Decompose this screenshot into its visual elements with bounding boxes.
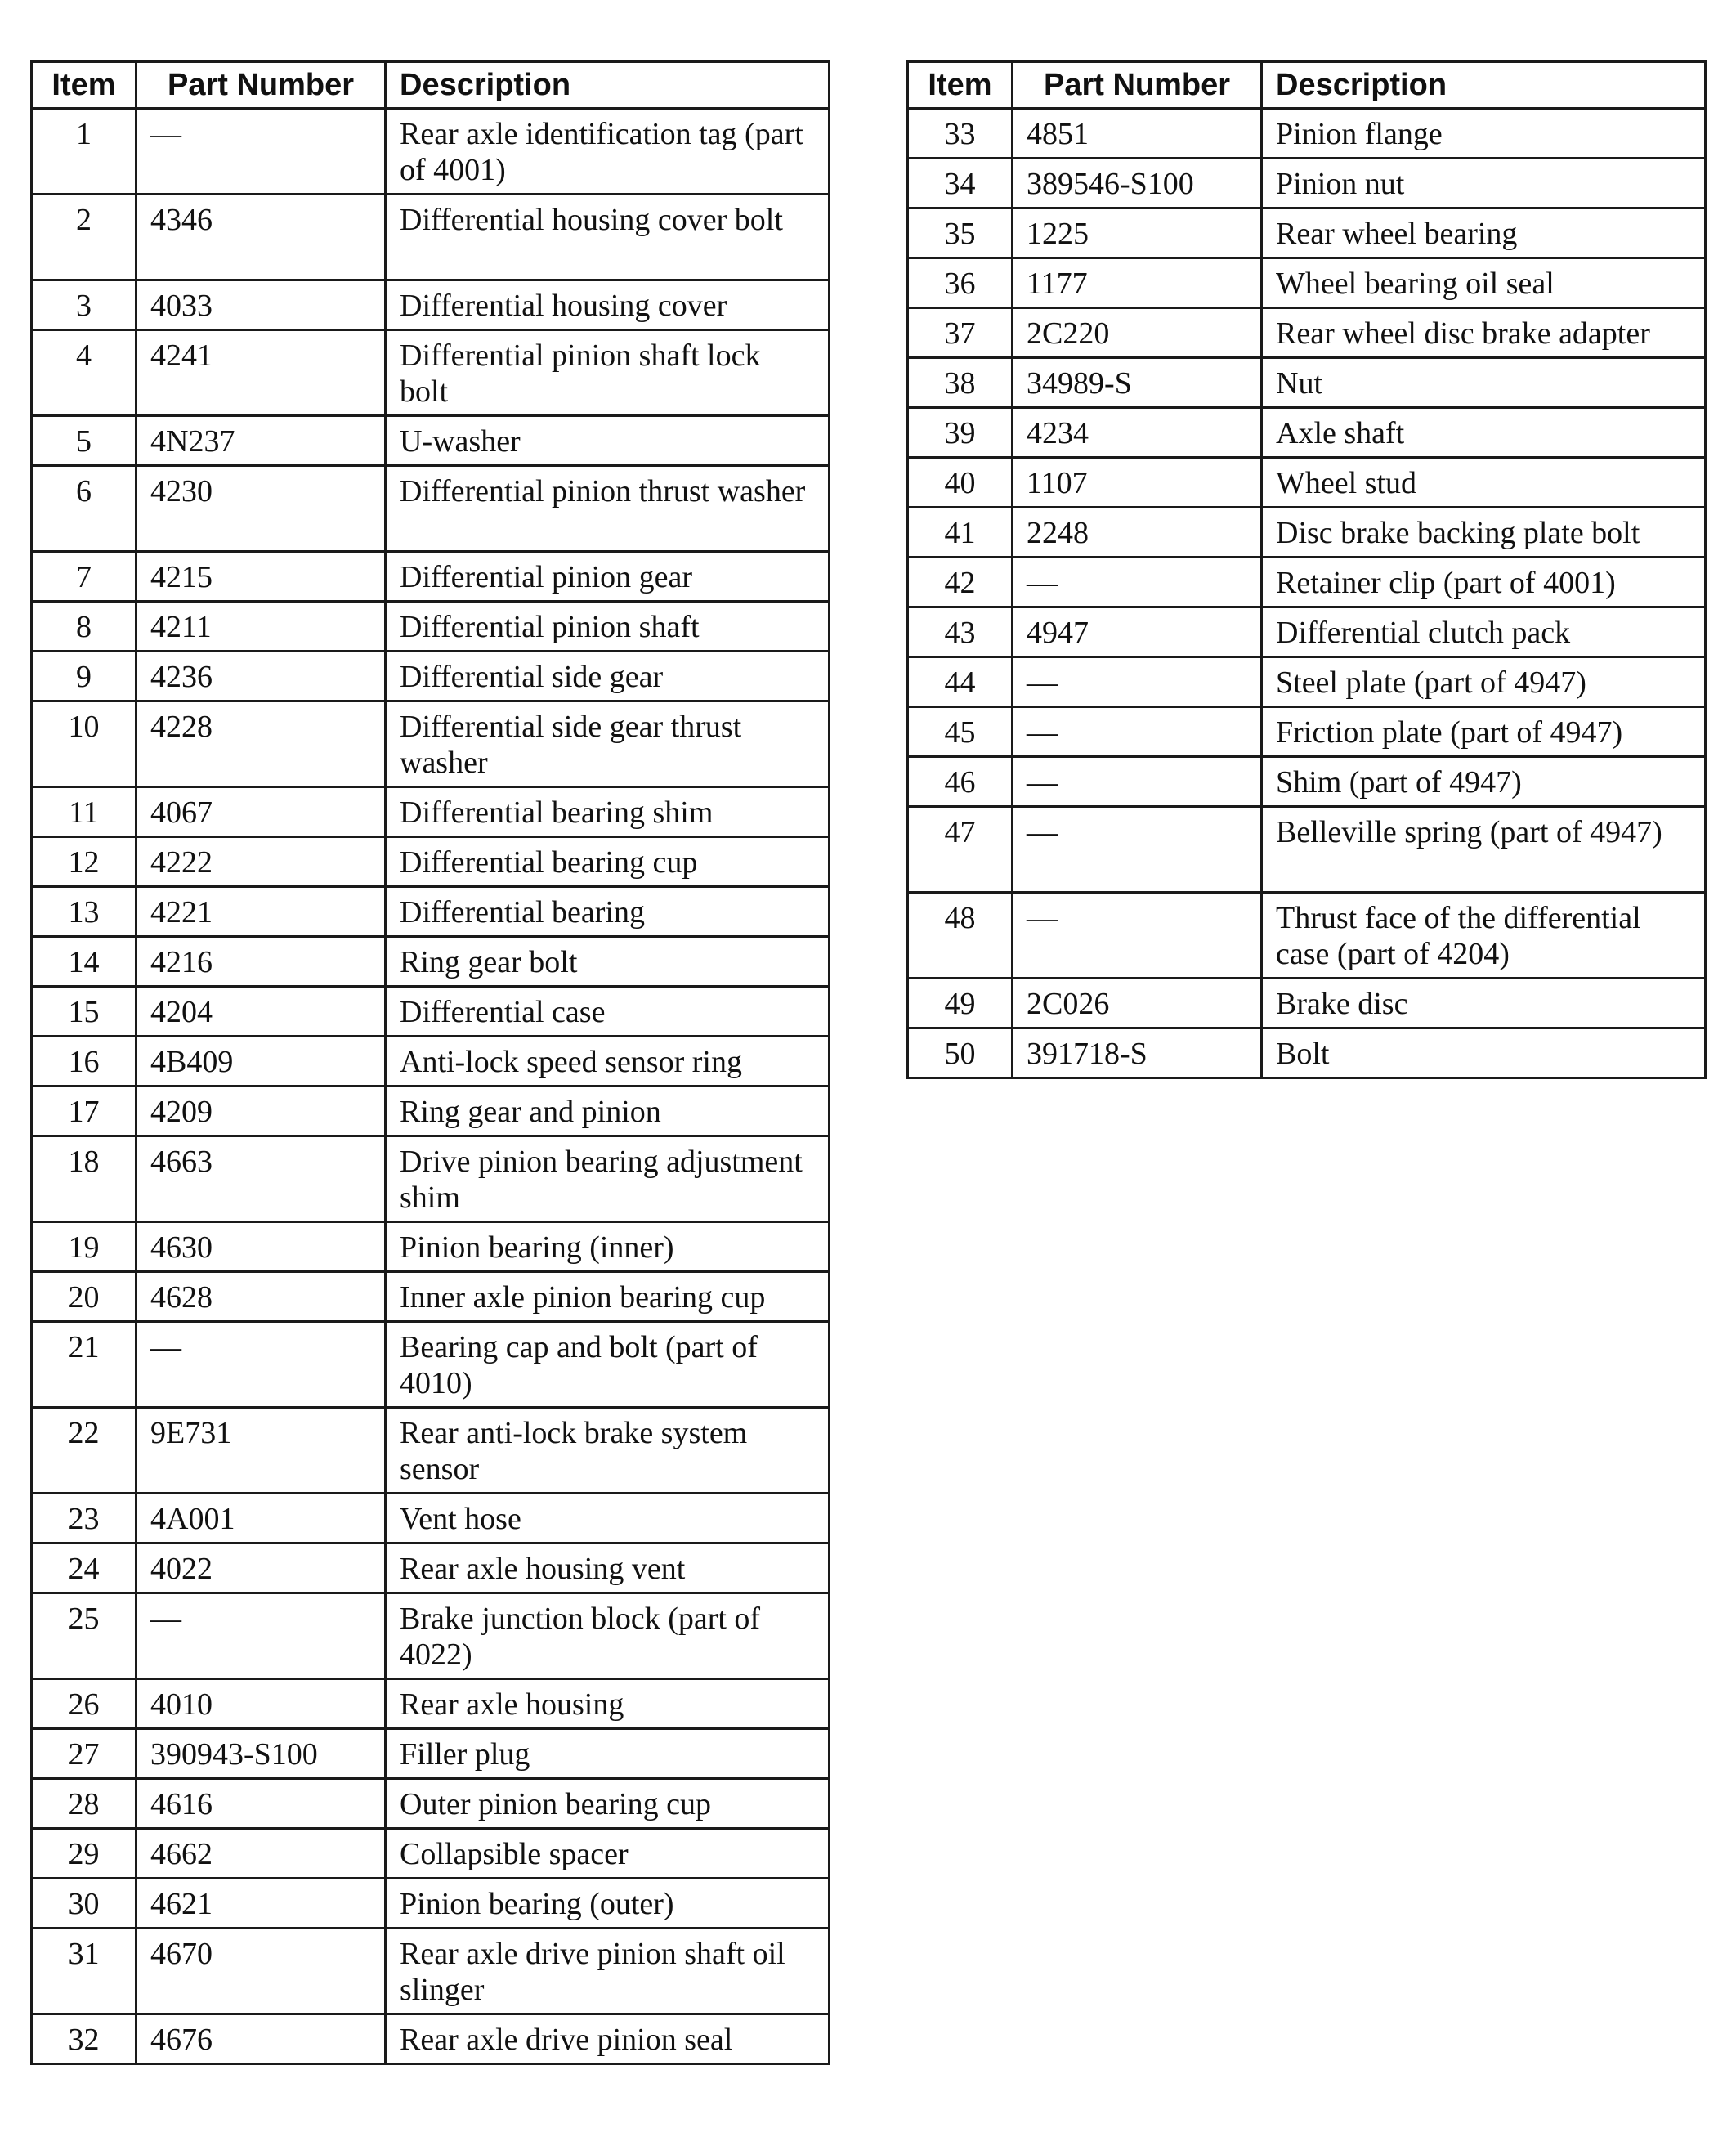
cell-description: Disc brake backing plate bolt (1262, 508, 1706, 558)
cell-part-number: 4676 (136, 2014, 386, 2064)
cell-item: 24 (32, 1543, 136, 1593)
cell-item: 7 (32, 552, 136, 602)
cell-description: Rear axle drive pinion seal (386, 2014, 830, 2064)
cell-item: 17 (32, 1086, 136, 1136)
table-row (908, 893, 1706, 979)
table-row (908, 258, 1706, 308)
cell-item: 33 (908, 109, 1013, 159)
cell-item: 30 (32, 1879, 136, 1929)
cell-item: 46 (908, 757, 1013, 807)
table-row (32, 1037, 830, 1086)
table-row (32, 416, 830, 466)
table-row (908, 109, 1706, 159)
cell-item: 5 (32, 416, 136, 466)
cell-description: Rear wheel disc brake adapter (1262, 308, 1706, 358)
table-row (908, 607, 1706, 657)
cell-description: Differential side gear (386, 652, 830, 701)
cell-description: Differential pinion thrust washer (386, 466, 830, 552)
cell-item: 8 (32, 602, 136, 652)
cell-part-number: 391718-S (1013, 1028, 1262, 1078)
cell-item: 1 (32, 109, 136, 195)
cell-item: 48 (908, 893, 1013, 979)
cell-part-number: — (1013, 707, 1262, 757)
cell-part-number: 4204 (136, 987, 386, 1037)
cell-part-number: — (136, 1322, 386, 1408)
cell-part-number: 4228 (136, 701, 386, 787)
cell-description: Ring gear and pinion (386, 1086, 830, 1136)
cell-description: Differential case (386, 987, 830, 1037)
cell-item: 14 (32, 937, 136, 987)
cell-item: 35 (908, 208, 1013, 258)
cell-item: 4 (32, 330, 136, 416)
table-row (908, 508, 1706, 558)
cell-description: Pinion nut (1262, 159, 1706, 208)
header-row (32, 62, 830, 109)
table-row (32, 887, 830, 937)
cell-item: 45 (908, 707, 1013, 757)
table-row (32, 987, 830, 1037)
cell-item: 23 (32, 1494, 136, 1543)
cell-description: Pinion bearing (inner) (386, 1222, 830, 1272)
cell-part-number: 390943-S100 (136, 1729, 386, 1779)
table-row (32, 652, 830, 701)
table-row (32, 1136, 830, 1222)
cell-description: Vent hose (386, 1494, 830, 1543)
cell-item: 19 (32, 1222, 136, 1272)
cell-description: Differential pinion shaft (386, 602, 830, 652)
cell-item: 49 (908, 979, 1013, 1028)
cell-description: Differential bearing (386, 887, 830, 937)
cell-description: Anti-lock speed sensor ring (386, 1037, 830, 1086)
cell-item: 39 (908, 408, 1013, 458)
table-row (908, 979, 1706, 1028)
cell-part-number: 4221 (136, 887, 386, 937)
table-row (32, 1593, 830, 1679)
cell-part-number: 4670 (136, 1929, 386, 2014)
cell-part-number: 2C220 (1013, 308, 1262, 358)
table-row (32, 109, 830, 195)
cell-description: Differential housing cover (386, 280, 830, 330)
cell-part-number: 4663 (136, 1136, 386, 1222)
table-row (32, 701, 830, 787)
cell-description: Differential clutch pack (1262, 607, 1706, 657)
table-row (908, 707, 1706, 757)
cell-part-number: 4947 (1013, 607, 1262, 657)
table-row (32, 195, 830, 280)
cell-part-number: 4209 (136, 1086, 386, 1136)
cell-description: Wheel bearing oil seal (1262, 258, 1706, 308)
cell-part-number: 4216 (136, 937, 386, 987)
cell-item: 16 (32, 1037, 136, 1086)
table-row (32, 1086, 830, 1136)
cell-item: 34 (908, 159, 1013, 208)
cell-description: Rear axle identification tag (part of 4001) (386, 109, 830, 195)
cell-description: Differential side gear thrust washer (386, 701, 830, 787)
cell-description: Filler plug (386, 1729, 830, 1779)
cell-part-number: 4236 (136, 652, 386, 701)
cell-description: Shim (part of 4947) (1262, 757, 1706, 807)
cell-item: 43 (908, 607, 1013, 657)
cell-description: Pinion flange (1262, 109, 1706, 159)
cell-description: Rear wheel bearing (1262, 208, 1706, 258)
header-description: Description (1262, 62, 1706, 109)
table-row (32, 1222, 830, 1272)
cell-item: 28 (32, 1779, 136, 1829)
cell-item: 42 (908, 558, 1013, 607)
cell-description: Outer pinion bearing cup (386, 1779, 830, 1829)
table-row (32, 552, 830, 602)
cell-description: Drive pinion bearing adjustment shim (386, 1136, 830, 1222)
cell-item: 31 (32, 1929, 136, 2014)
cell-part-number: 34989-S (1013, 358, 1262, 408)
cell-item: 40 (908, 458, 1013, 508)
header-part-number: Part Number (136, 62, 386, 109)
cell-description: Differential bearing cup (386, 837, 830, 887)
table-row (908, 657, 1706, 707)
cell-item: 6 (32, 466, 136, 552)
parts-table-right (906, 60, 1707, 1079)
cell-item: 44 (908, 657, 1013, 707)
cell-description: Collapsible spacer (386, 1829, 830, 1879)
table-row (32, 1829, 830, 1879)
cell-item: 37 (908, 308, 1013, 358)
table-row (32, 837, 830, 887)
cell-item: 41 (908, 508, 1013, 558)
table-row (32, 787, 830, 837)
cell-description: Axle shaft (1262, 408, 1706, 458)
table-row (908, 1028, 1706, 1078)
cell-part-number: 2248 (1013, 508, 1262, 558)
cell-item: 20 (32, 1272, 136, 1322)
table-row (32, 2014, 830, 2064)
cell-part-number: — (1013, 657, 1262, 707)
cell-description: Differential housing cover bolt (386, 195, 830, 280)
table-row (908, 807, 1706, 893)
cell-part-number: 1225 (1013, 208, 1262, 258)
cell-item: 29 (32, 1829, 136, 1879)
table-row (908, 408, 1706, 458)
table-row (32, 330, 830, 416)
table-row (908, 208, 1706, 258)
cell-item: 13 (32, 887, 136, 937)
cell-part-number: 4A001 (136, 1494, 386, 1543)
cell-part-number: 4215 (136, 552, 386, 602)
table-row (32, 1879, 830, 1929)
table-row (32, 1929, 830, 2014)
header-description: Description (386, 62, 830, 109)
table-row (32, 280, 830, 330)
cell-part-number: 4B409 (136, 1037, 386, 1086)
cell-part-number: 4N237 (136, 416, 386, 466)
table-row (32, 937, 830, 987)
cell-description: Differential pinion gear (386, 552, 830, 602)
cell-description: Rear axle housing (386, 1679, 830, 1729)
cell-part-number: 4621 (136, 1879, 386, 1929)
table-row (908, 308, 1706, 358)
cell-part-number: 1177 (1013, 258, 1262, 308)
cell-item: 21 (32, 1322, 136, 1408)
cell-description: Wheel stud (1262, 458, 1706, 508)
cell-part-number: 389546-S100 (1013, 159, 1262, 208)
cell-part-number: 4230 (136, 466, 386, 552)
cell-item: 50 (908, 1028, 1013, 1078)
table-row (908, 159, 1706, 208)
cell-description: Rear anti-lock brake system sensor (386, 1408, 830, 1494)
cell-description: Pinion bearing (outer) (386, 1879, 830, 1929)
cell-part-number: 1107 (1013, 458, 1262, 508)
cell-item: 12 (32, 837, 136, 887)
cell-description: Differential pinion shaft lock bolt (386, 330, 830, 416)
cell-item: 15 (32, 987, 136, 1037)
cell-item: 47 (908, 807, 1013, 893)
cell-description: Brake junction block (part of 4022) (386, 1593, 830, 1679)
cell-description: Bolt (1262, 1028, 1706, 1078)
header-part-number: Part Number (1013, 62, 1262, 109)
cell-part-number: — (1013, 893, 1262, 979)
cell-part-number: — (1013, 807, 1262, 893)
cell-part-number: 4241 (136, 330, 386, 416)
table-row (908, 358, 1706, 408)
table-row (32, 1779, 830, 1829)
cell-part-number: — (136, 1593, 386, 1679)
cell-part-number: 2C026 (1013, 979, 1262, 1028)
cell-part-number: 4010 (136, 1679, 386, 1729)
table-row (32, 466, 830, 552)
table-row (32, 1322, 830, 1408)
cell-description: Thrust face of the differential case (part of 4204) (1262, 893, 1706, 979)
cell-part-number: 4022 (136, 1543, 386, 1593)
cell-part-number: — (1013, 757, 1262, 807)
cell-part-number: 4033 (136, 280, 386, 330)
cell-item: 10 (32, 701, 136, 787)
cell-item: 38 (908, 358, 1013, 408)
table-row (32, 1408, 830, 1494)
cell-description: Friction plate (part of 4947) (1262, 707, 1706, 757)
cell-description: Retainer clip (part of 4001) (1262, 558, 1706, 607)
cell-part-number: 9E731 (136, 1408, 386, 1494)
cell-description: Steel plate (part of 4947) (1262, 657, 1706, 707)
cell-item: 18 (32, 1136, 136, 1222)
table-row (32, 1543, 830, 1593)
cell-part-number: 4067 (136, 787, 386, 837)
table-row (908, 458, 1706, 508)
table-row (908, 558, 1706, 607)
cell-description: Belleville spring (part of 4947) (1262, 807, 1706, 893)
cell-description: Ring gear bolt (386, 937, 830, 987)
parts-table-right-body (908, 109, 1706, 1078)
cell-item: 25 (32, 1593, 136, 1679)
cell-item: 36 (908, 258, 1013, 308)
cell-item: 32 (32, 2014, 136, 2064)
cell-item: 11 (32, 787, 136, 837)
table-row (32, 1729, 830, 1779)
cell-item: 26 (32, 1679, 136, 1729)
cell-part-number: 4662 (136, 1829, 386, 1879)
cell-part-number: 4211 (136, 602, 386, 652)
cell-item: 3 (32, 280, 136, 330)
cell-item: 2 (32, 195, 136, 280)
cell-description: Rear axle drive pinion shaft oil slinger (386, 1929, 830, 2014)
cell-item: 9 (32, 652, 136, 701)
cell-description: Rear axle housing vent (386, 1543, 830, 1593)
header-item: Item (32, 62, 136, 109)
cell-part-number: 4628 (136, 1272, 386, 1322)
cell-description: Inner axle pinion bearing cup (386, 1272, 830, 1322)
table-row (908, 757, 1706, 807)
table-row (32, 1679, 830, 1729)
cell-description: Bearing cap and bolt (part of 4010) (386, 1322, 830, 1408)
cell-part-number: — (136, 109, 386, 195)
cell-description: U-washer (386, 416, 830, 466)
parts-table-left-body (32, 109, 830, 2064)
table-row (32, 602, 830, 652)
table-row (32, 1272, 830, 1322)
cell-part-number: 4616 (136, 1779, 386, 1829)
cell-part-number: 4630 (136, 1222, 386, 1272)
cell-part-number: 4346 (136, 195, 386, 280)
cell-item: 27 (32, 1729, 136, 1779)
cell-description: Brake disc (1262, 979, 1706, 1028)
cell-description: Nut (1262, 358, 1706, 408)
cell-item: 22 (32, 1408, 136, 1494)
parts-table-left (30, 60, 830, 2065)
header-item: Item (908, 62, 1013, 109)
cell-part-number: — (1013, 558, 1262, 607)
cell-part-number: 4234 (1013, 408, 1262, 458)
table-row (32, 1494, 830, 1543)
cell-description: Differential bearing shim (386, 787, 830, 837)
header-row (908, 62, 1706, 109)
cell-part-number: 4222 (136, 837, 386, 887)
cell-part-number: 4851 (1013, 109, 1262, 159)
